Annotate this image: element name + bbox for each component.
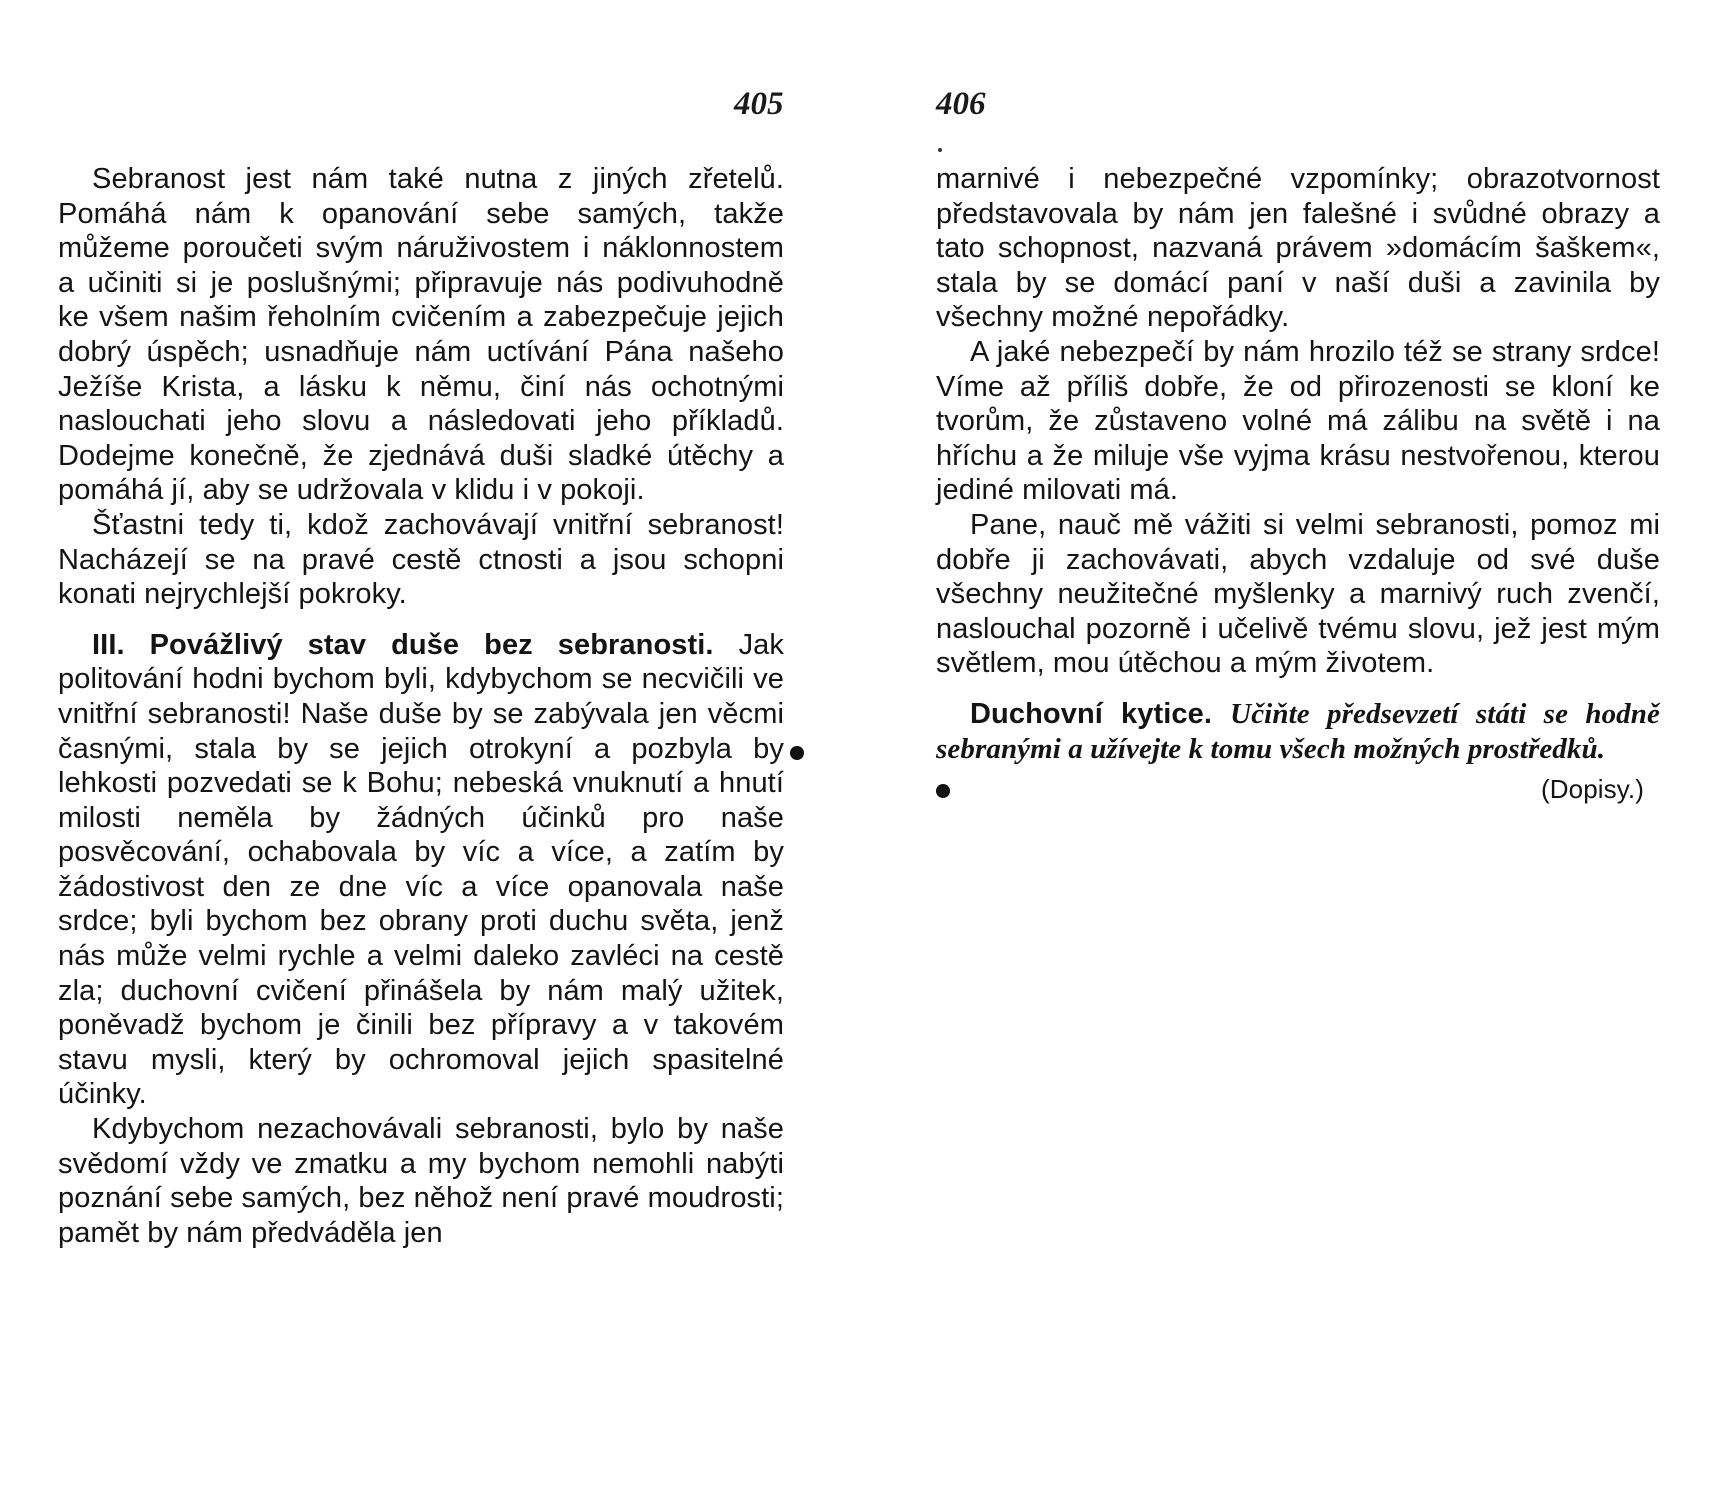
paragraph-sebranost-uses: Sebranost jest nám také nutna z jiných zřetelů. Pomáhá nám k opanování sebe samých, takže můžeme poroučeti svým náruživostem i náklonnostem a učiniti si je poslušnými; připravuje nás podivuhodně ke všem našim řeholním cvičením a zabezpečuje jejich dobrý úspěch; usnadňuje nám uctívání Pána našeho Ježíše Krista, a lásku k němu, činí nás ochotnými naslouchati jeho slovu a následovati jeho příkladů. Dodejme konečně, že zjednává duši sladké útěchy a pomáhá jí, aby se udržovala v klidu i v pokoji. xyxy=(58,163,784,507)
paragraph-continuation: marnivé i nebezpečné vzpomínky; obrazotvornost představovala by nám jen falešné i svůdné obrazy a tato schopnost, nazvaná právem »domácím šaškem«, stala by se domácí paní v naší duši a zavinila by všechny možné nepořádky. xyxy=(936,163,1660,334)
bullet-dot xyxy=(936,784,950,798)
ink-dot xyxy=(790,746,804,760)
page-number-right: 406 xyxy=(936,86,986,122)
source-signature: (Dopisy.) xyxy=(1541,774,1644,805)
signature-row xyxy=(936,772,1660,808)
bouquet-heading: Duchovní kytice. xyxy=(970,697,1213,730)
paragraph-conscience: Kdybychom nezachovávali sebranosti, bylo by naše svědomí vždy ve zmatku a my bychom nemohli nabýti poznání sebe samých, bez něhož není pravé moudrosti; pamět by nám předváděla jen xyxy=(58,1113,784,1249)
paragraph-happy-recollected: Šťastni tedy ti, kdož zachovávají vnitřní sebranost! Nacházejí se na pravé cestě ctnosti a jsou schopni konati nejrychlejší pokroky. xyxy=(58,508,784,611)
section-three xyxy=(58,628,784,1112)
section-text: Jak politování hodni bychom byli, kdybychom se necvičili ve vnitřní sebranosti! Naše duše by se zabývala jen věcmi časnými, stala by se jejich otrokyní a pozbyla by lehkosti pozvedati se k Bohu; nebeská vnuknutí a hnutí milosti neměla by žádných účinků pro naše posvěcování, ochabovala by víc a více, a zatím by žádostivost den ze dne víc a více opanovala naše srdce; byli bychom bez obrany proti duchu světa, jenž nás může velmi rychle a velmi daleko zavléci na cestě zla; duchovní cvičení přinášela by nám malý užitek, poněvadž bychom je činili bez přípravy a v takovém stavu mysli, který by ochromoval jejich spasitelné účinky. xyxy=(58,628,784,1111)
page-number-left: 405 xyxy=(734,86,784,122)
paragraph-prayer: Pane, nauč mě vážiti si velmi sebranosti, pomoz mi dobře ji zachovávati, abych vzdaluje od své duše všechny neužitečné myšlenky a marnivý ruch zvenčí, naslouchal pozorně i učelivě tvému slovu, jež jest mým světlem, mou útěchou a mým životem. xyxy=(936,508,1660,680)
right-page xyxy=(858,0,1716,1500)
bouquet-text: Učiňte předsevzetí státi se hodně sebranými a užívejte k tomu všech možných prostředků. xyxy=(936,697,1660,765)
right-text-column xyxy=(936,162,1660,808)
ink-speck xyxy=(938,148,942,152)
left-text-column xyxy=(58,162,784,1250)
section-heading: III. Povážlivý stav duše bez sebranosti. xyxy=(92,628,714,661)
spiritual-bouquet xyxy=(936,697,1660,766)
paragraph-heart-danger: A jaké nebezpečí by nám hrozilo též se strany srdce! Víme až příliš dobře, že od přirozenosti se kloní ke tvorům, že zůstaveno volné má zálibu na světě i na hříchu a že miluje vše vyjma krásu nestvořenou, kterou jediné milovati má. xyxy=(936,335,1660,507)
